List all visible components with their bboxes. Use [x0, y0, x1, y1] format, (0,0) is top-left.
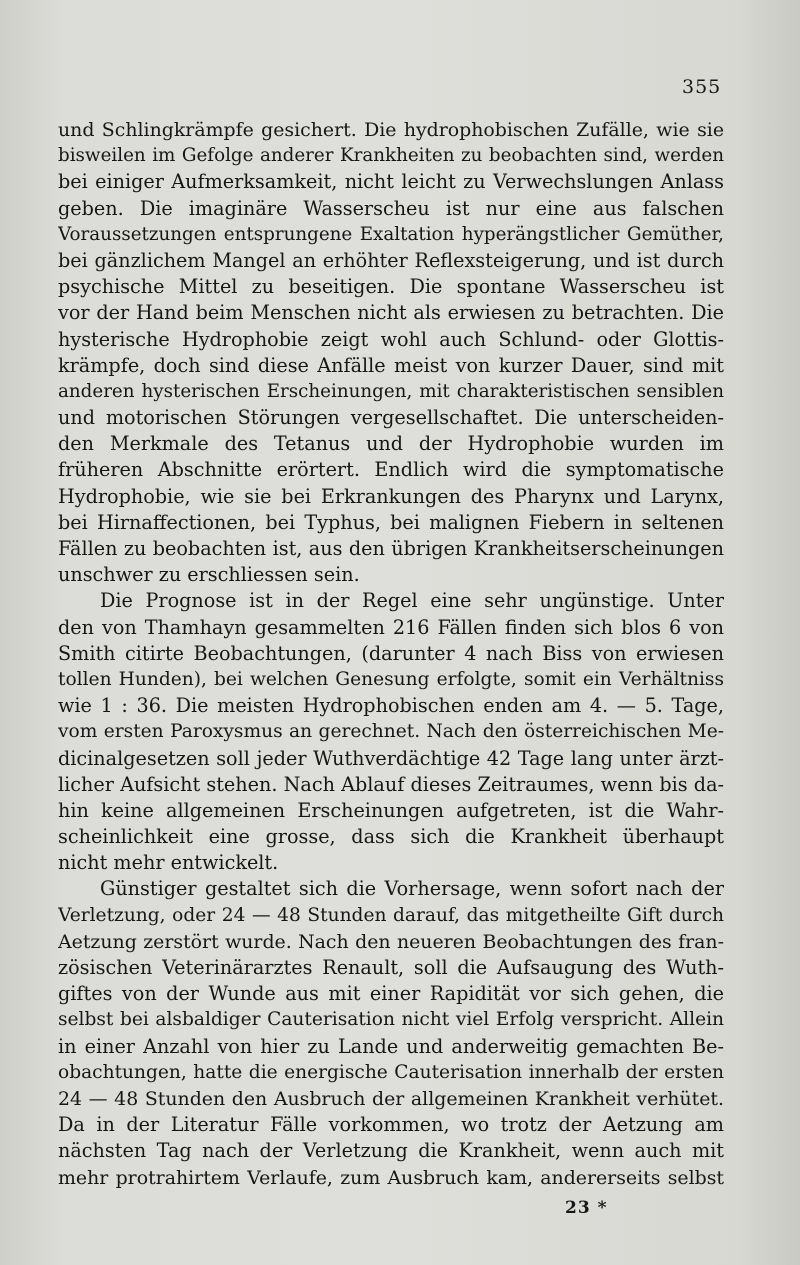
text-line: den von Thamhayn gesammelten 216 Fällen finden sich blos 6 von: [58, 615, 724, 639]
text-line: 24 — 48 Stunden den Ausbruch der allgemeinen Krankheit verhütet.: [58, 1087, 724, 1110]
signature-mark: 23 *: [565, 1198, 608, 1218]
text-line: Voraussetzungen entsprungene Exaltation hyperängstlicher Gemüther,: [58, 223, 724, 245]
text-line: Aetzung zerstört wurde. Nach den neueren Beobachtungen des fran-: [58, 930, 724, 953]
text-line: Fällen zu beobachten ist, aus den übrigen Krankheitserscheinungen: [58, 537, 724, 560]
text-line: früheren Abschnitte erörtert. Endlich wird die symptomatische: [58, 458, 724, 482]
text-line: zösischen Veterinärarztes Renault, soll die Aufsaugung des Wuth-: [58, 956, 724, 979]
text-line: scheinlichkeit eine grosse, dass sich die Krankheit überhaupt: [58, 825, 724, 849]
text-line: mehr protrahirtem Verlaufe, zum Ausbruch kam, andererseits selbst: [58, 1166, 724, 1189]
text-line: bei Hirnaffectionen, bei Typhus, bei malignen Fiebern in seltenen: [58, 510, 724, 534]
text-line: selbst bei alsbaldiger Cauterisation nicht viel Erfolg verspricht. Allein: [58, 1009, 724, 1031]
text-line: giftes von der Wunde aus mit einer Rapidität vor sich gehen, die: [58, 982, 724, 1006]
text-line: licher Aufsicht stehen. Nach Ablauf dieses Zeitraumes, wenn bis da-: [58, 772, 724, 796]
text-line: unschwer zu erschliessen sein.: [58, 563, 360, 587]
text-line: tollen Hunden), bei welchen Genesung erfolgte, somit ein Verhältniss: [58, 668, 724, 690]
page-number: 355: [682, 76, 722, 98]
text-line: anderen hysterischen Erscheinungen, mit charakteristischen sensiblen: [58, 380, 724, 402]
text-line: vor der Hand beim Menschen nicht als erwiesen zu betrachten. Die: [58, 301, 724, 325]
text-line: obachtungen, hatte die energische Cauterisation innerhalb der ersten: [58, 1061, 724, 1083]
text-line: vom ersten Paroxysmus an gerechnet. Nach den österreichischen Me-: [58, 721, 724, 743]
text-line: dicinalgesetzen soll jeder Wuthverdächtige 42 Tage lang unter ärzt-: [58, 746, 724, 770]
text-line: nicht mehr entwickelt.: [58, 851, 279, 875]
text-line: in einer Anzahl von hier zu Lande und anderweitig gemachten Be-: [58, 1034, 724, 1058]
text-line: geben. Die imaginäre Wasserscheu ist nur eine aus falschen: [58, 196, 724, 220]
text-line: und Schlingkrämpfe gesichert. Die hydrophobischen Zufälle, wie sie: [58, 119, 724, 141]
text-line: hin keine allgemeinen Erscheinungen aufgetreten, ist die Wahr-: [58, 798, 724, 822]
text-line: und motorischen Störungen vergesellschaftet. Die unterscheiden-: [58, 406, 724, 430]
text-line: Da in der Literatur Fälle vorkommen, wo trotz der Aetzung am: [58, 1113, 724, 1137]
text-line: Verletzung, oder 24 — 48 Stunden darauf, das mitgetheilte Gift durch: [58, 904, 724, 926]
body-text: [58, 117, 724, 1191]
text-line: nächsten Tag nach der Verletzung die Krankheit, wenn auch mit: [58, 1139, 724, 1163]
text-line: psychische Mittel zu beseitigen. Die spontane Wasserscheu ist: [58, 275, 724, 299]
text-line: Hydrophobie, wie sie bei Erkrankungen des Pharynx und Larynx,: [58, 484, 724, 508]
text-line: wie 1 : 36. Die meisten Hydrophobischen enden am 4. — 5. Tage,: [58, 694, 724, 718]
text-line: Die Prognose ist in der Regel eine sehr ungünstige. Unter: [100, 589, 724, 613]
text-line: Günstiger gestaltet sich die Vorhersage, wenn sofort nach der: [100, 877, 724, 901]
text-line: bisweilen im Gefolge anderer Krankheiten zu beobachten sind, werden: [58, 145, 724, 167]
text-line: bei gänzlichem Mangel an erhöhter Reflexsteigerung, und ist durch: [58, 248, 724, 272]
text-line: hysterische Hydrophobie zeigt wohl auch Schlund- oder Glottis-: [58, 327, 724, 351]
text-line: krämpfe, doch sind diese Anfälle meist von kurzer Dauer, sind mit: [58, 353, 724, 377]
text-line: den Merkmale des Tetanus und der Hydrophobie wurden im: [58, 432, 724, 456]
text-line: Smith citirte Beobachtungen, (darunter 4 nach Biss von erwiesen: [58, 641, 724, 665]
text-line: bei einiger Aufmerksamkeit, nicht leicht zu Verwechslungen Anlass: [58, 170, 724, 194]
